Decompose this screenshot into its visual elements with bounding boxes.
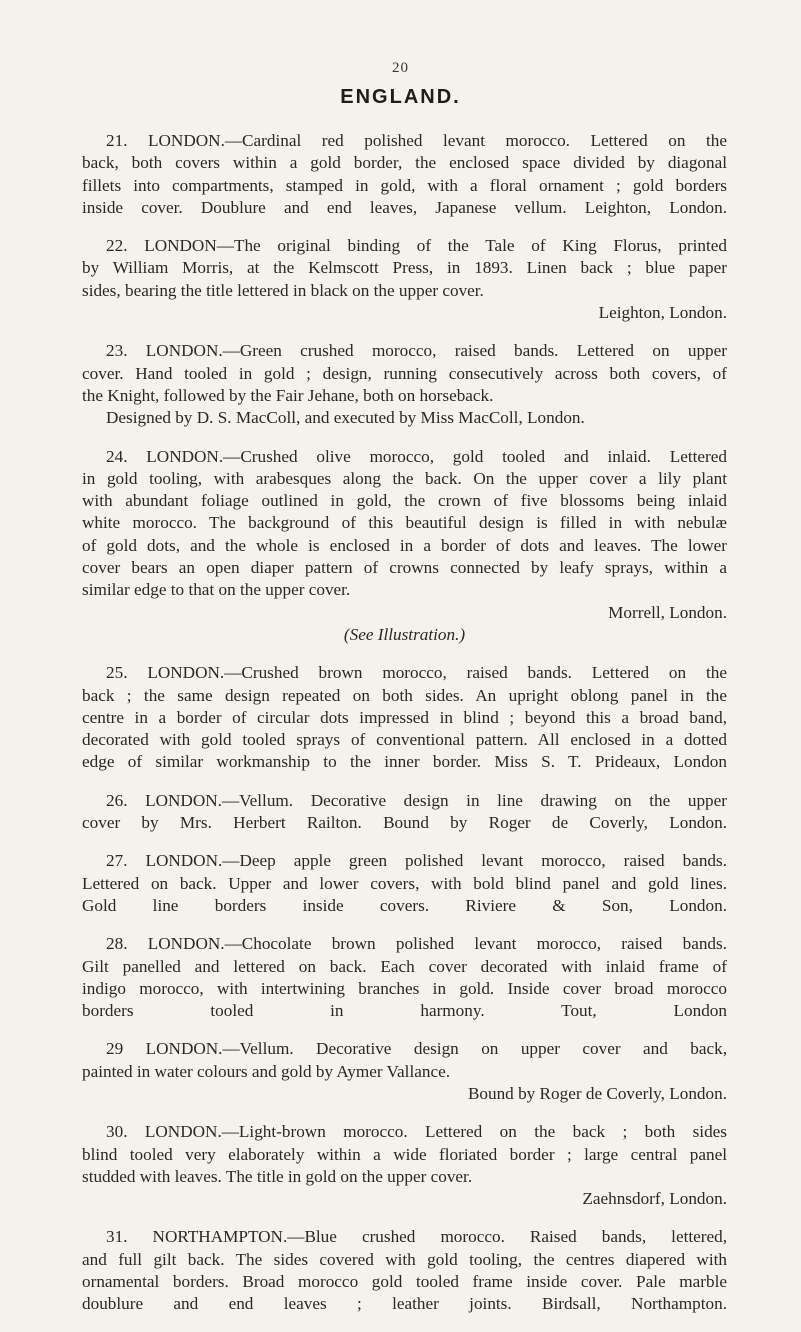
entry-line: by William Morris, at the Kelmscott Press, in 1893. Linen back ; blue paper (82, 258, 727, 278)
entry-binder: Leighton, London. (598, 303, 727, 323)
entry-line: doublure and end leaves ; leather joints. Birdsall, Northampton. (82, 1294, 727, 1314)
entry-line: 31. NORTHAMPTON.—Blue crushed morocco. Raised bands, lettered, (106, 1227, 727, 1247)
entry-line: back, both covers within a gold border, the enclosed space divided by diagonal (82, 153, 727, 173)
entry-line: 21. LONDON.—Cardinal red polished levant morocco. Lettered on the (106, 131, 727, 150)
entry-line: Gilt panelled and lettered on back. Each cover decorated with inlaid frame of (82, 956, 727, 976)
entry-line: 25. LONDON.—Crushed brown morocco, raised bands. Lettered on the (106, 663, 727, 683)
entry-line: cover. Hand tooled in gold ; design, running consecutively across both covers, of (82, 363, 727, 383)
entry-31 (82, 1226, 727, 1315)
entry-line: of gold dots, and the whole is enclosed in a border of dots and leaves. The lower (82, 535, 727, 555)
entry-binder: Designed by D. S. MacColl, and executed by Miss MacColl, London. (106, 408, 585, 428)
entry-line: in gold tooling, with arabesques along the back. On the upper cover a lily plant (82, 468, 727, 488)
entry-line: 27. LONDON.—Deep apple green polished levant morocco, raised bands. (106, 851, 727, 871)
entry-line: 24. LONDON.—Crushed olive morocco, gold tooled and inlaid. Lettered (106, 446, 727, 466)
entry-line: ornamental borders. Broad morocco gold tooled frame inside cover. Pale marble (82, 1272, 727, 1292)
entry-line: Gold line borders inside covers. Riviere & Son, London. (82, 895, 727, 915)
entry-line: 30. LONDON.—Light-brown morocco. Lettered on the back ; both sides (106, 1122, 727, 1142)
page-number: 20 (392, 60, 409, 76)
entry-line: similar edge to that on the upper cover. (82, 580, 351, 600)
entry-line: sides, bearing the title lettered in black on the upper cover. (82, 280, 484, 300)
entry-25 (82, 662, 727, 773)
entry-line: blind tooled very elaborately within a wide floriated border ; large central panel (82, 1144, 727, 1164)
entry-line: cover by Mrs. Herbert Railton. Bound by Roger de Coverly, London. (82, 813, 727, 833)
entry-line: 23. LONDON.—Green crushed morocco, raised bands. Lettered on upper (106, 341, 727, 361)
entry-binder: Morrell, London. (608, 602, 727, 622)
entry-28 (82, 933, 727, 1022)
entry-line: inside cover. Doublure and end leaves, Japanese vellum. Leighton, London. (82, 197, 727, 217)
entry-29 (82, 1038, 727, 1105)
entry-line: painted in water colours and gold by Aymer Vallance. (82, 1061, 451, 1081)
entry-binder: Zaehnsdorf, London. (582, 1189, 727, 1209)
entry-line: 22. LONDON—The original binding of the Tale of King Florus, printed (106, 236, 727, 256)
entry-line: edge of similar workmanship to the inner border. Miss S. T. Prideaux, London (82, 752, 727, 772)
entry-line: and full gilt back. The sides covered with gold tooling, the centres diapered with (82, 1249, 727, 1269)
entry-line: studded with leaves. The title in gold on the upper cover. (82, 1166, 473, 1186)
entry-line: 26. LONDON.—Vellum. Decorative design in line drawing on the upper (106, 790, 727, 810)
entry-line: white morocco. The background of this beautiful design is filled in with nebulæ (82, 513, 727, 533)
entry-line: 28. LONDON.—Chocolate brown polished levant morocco, raised bands. (106, 934, 727, 954)
entry-line: fillets into compartments, stamped in gold, with a floral ornament ; gold borders (82, 175, 727, 195)
section-title: ENGLAND. (340, 86, 461, 108)
entry-binder: Bound by Roger de Coverly, London. (467, 1083, 727, 1103)
entry-line: decorated with gold tooled sprays of conventional pattern. All enclosed in a dotted (82, 730, 727, 750)
entry-24 (82, 446, 727, 647)
entry-27 (82, 850, 727, 917)
entry-line: with abundant foliage outlined in gold, the crown of five blossoms being inlaid (82, 491, 727, 511)
entry-line: back ; the same design repeated on both sides. An upright oblong panel in the (82, 685, 727, 705)
entry-line: 29 LONDON.—Vellum. Decorative design on upper cover and back, (106, 1039, 727, 1059)
entries-list (82, 130, 727, 1332)
entry-line: the Knight, followed by the Fair Jehane, both on horseback. (82, 385, 494, 405)
entry-21 (82, 130, 727, 219)
entry-30 (82, 1121, 727, 1210)
entry-23 (82, 340, 727, 429)
entry-line: borders tooled in harmony. Tout, London (82, 1001, 727, 1021)
entry-26 (82, 790, 727, 835)
entry-22 (82, 235, 727, 324)
entry-line: indigo morocco, with intertwining branches in gold. Inside cover broad morocco (82, 978, 727, 998)
entry-line: cover bears an open diaper pattern of crowns connected by leafy sprays, within a (82, 558, 727, 578)
entry-line: centre in a border of circular dots impressed in blind ; beyond this a broad band, (82, 707, 727, 727)
entry-line: Lettered on back. Upper and lower covers, with bold blind panel and gold lines. (82, 873, 727, 893)
illustration-note: (See Illustration.) (343, 624, 466, 644)
